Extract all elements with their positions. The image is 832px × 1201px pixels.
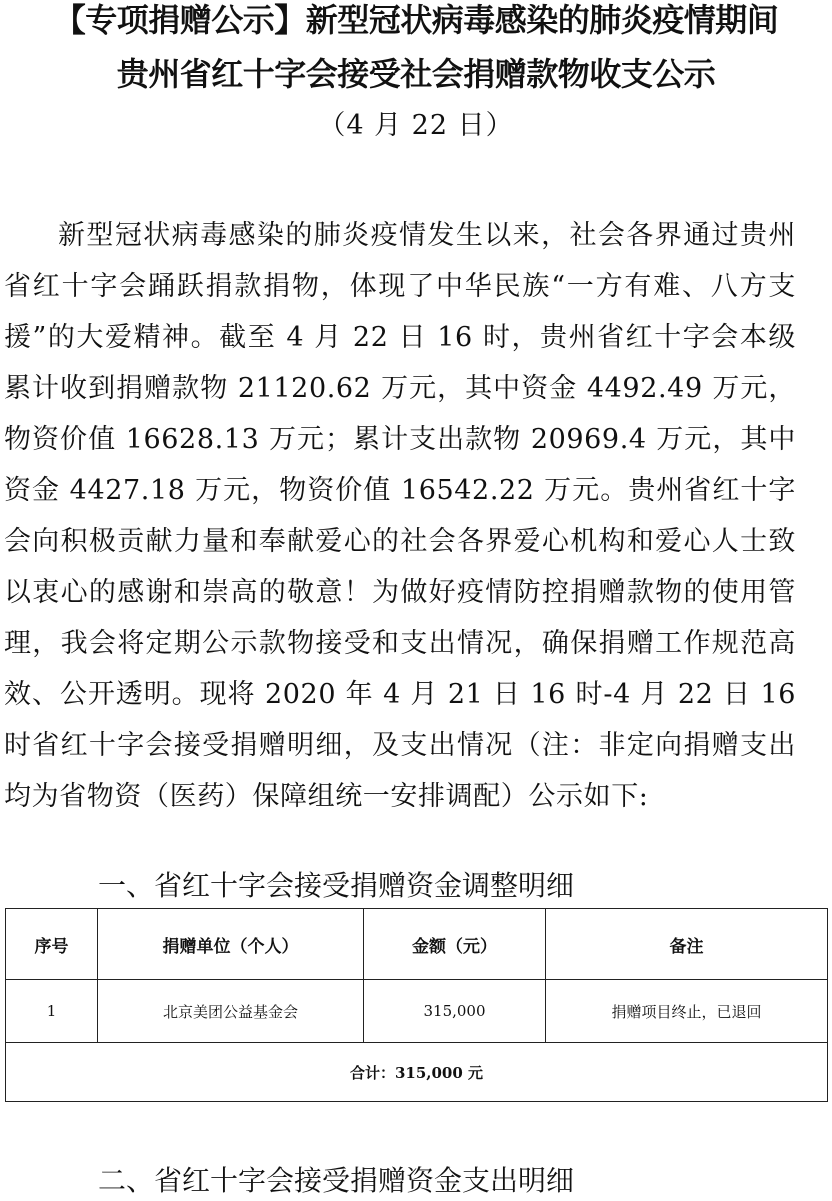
header-cell-remark: 备注 (546, 909, 828, 980)
document-title-line-2: 贵州省红十字会接受社会捐赠款物收支公示 (116, 55, 716, 93)
header-cell-index: 序号 (6, 909, 98, 980)
cell-remark: 捐赠项目终止，已退回 (546, 980, 828, 1043)
document-title-line-1: 【专项捐赠公示】新型冠状病毒感染的肺炎疫情期间 (53, 1, 779, 39)
donation-adjustment-table (5, 908, 828, 1102)
body-paragraph: 新型冠状病毒感染的肺炎疫情发生以来，社会各界通过贵州省红十字会踊跃捐款捐物，体现了中华民族“一方有难、八方支援”的大爱精神。截至 4 月 22 日 16 时，贵州省红十字会本级累计收到捐赠款物 21120.62 万元，其中资金 4492.49 万元，物资价值 16628.13 万元；累计支出款物 20969.4 万元，其中资金 4427.18 万元，物资价值 16542.22 万元。贵州省红十字会向积极贡献力量和奉献爱心的社会各界爱心机构和爱心人士致以衷心的感谢和崇高的敬意！为做好疫情防控捐赠款物的使用管理，我会将定期公示款物接受和支出情况，确保捐赠工作规范高效、公开透明。现将 2020 年 4 月 21 日 16 时-4 月 22 日 16 时省红十字会接受捐赠明细，及支出情况（注：非定向捐赠支出均为省物资（医药）保障组统一安排调配）公示如下: (4, 220, 796, 812)
cell-amount: 315,000 (364, 980, 546, 1043)
cell-donor: 北京美团公益基金会 (98, 980, 364, 1043)
table-total-row (6, 1043, 828, 1102)
cell-index: 1 (6, 980, 98, 1043)
header-cell-donor: 捐赠单位（个人） (98, 909, 364, 980)
header-cell-amount: 金额（元） (364, 909, 546, 980)
table-header-row (6, 909, 828, 980)
table-total: 合计：315,000 元 (6, 1043, 828, 1102)
section-heading-1: 一、省红十字会接受捐赠资金调整明细 (98, 869, 575, 902)
table-row (6, 980, 828, 1043)
section-heading-2: 二、省红十字会接受捐赠资金支出明细 (98, 1164, 575, 1197)
document-date: （4 月 22 日） (318, 110, 514, 141)
